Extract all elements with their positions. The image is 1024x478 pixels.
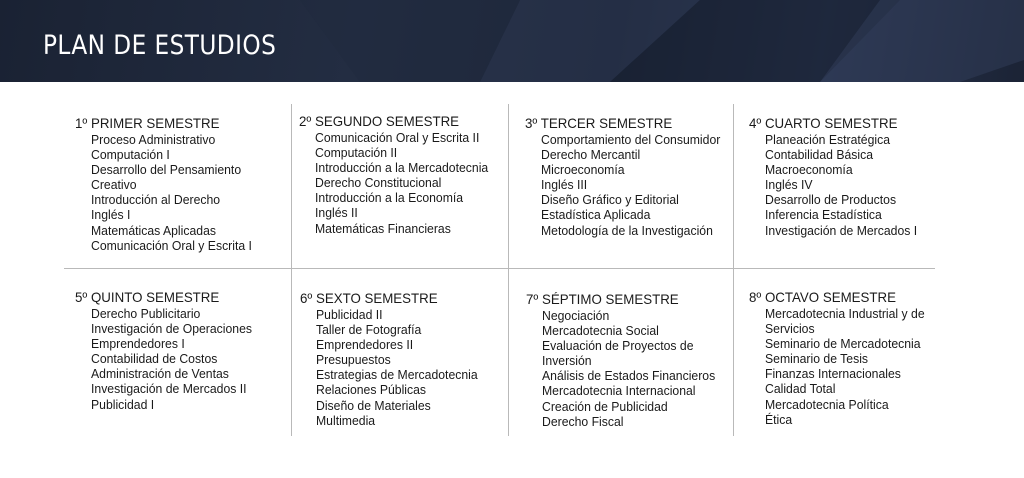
subject-item: Mercadotecnia Industrial y de Servicios <box>765 306 925 337</box>
subject-item: Evaluación de Proyectos de Inversión <box>542 338 694 369</box>
subject-item: Calidad Total <box>765 381 836 397</box>
semester-title: 4º CUARTO SEMESTRE <box>749 115 898 131</box>
subject-item: Creación de Publicidad <box>542 398 668 414</box>
subject-list <box>749 132 977 238</box>
subject-item: Diseño Gráfico y Editorial <box>541 192 679 208</box>
subject-item: Microeconomía <box>541 162 625 178</box>
subject-item: Introducción a la Mercadotecnia <box>315 160 489 176</box>
subject-item: Computación II <box>315 145 398 161</box>
subject-list <box>75 132 303 253</box>
subject-item: Inglés II <box>315 205 358 221</box>
semester-title: 3º TERCER SEMESTRE <box>525 115 673 131</box>
subject-item: Investigación de Mercados I <box>765 222 918 238</box>
subject-item: Planeación Estratégica <box>765 132 891 147</box>
subject-item: Macroeconomía <box>765 162 853 178</box>
subject-item: Desarrollo del Pensamiento <box>91 162 242 178</box>
semester-7 <box>526 291 754 429</box>
subject-item: Investigación de Operaciones <box>91 321 253 337</box>
subject-item: Mercadotecnia Política <box>765 396 889 412</box>
subject-item: Seminario de Tesis <box>765 351 869 367</box>
subject-item: Metodología de la Investigación <box>541 222 713 238</box>
subject-item: Comunicación Oral y Escrita I <box>91 237 252 253</box>
subject-item: Análisis de Estados Financieros <box>542 368 716 384</box>
page-title: PLAN DE ESTUDIOS <box>43 30 277 61</box>
semester-4 <box>749 115 977 238</box>
subject-item: Ética <box>765 411 793 427</box>
semester-title: 1º PRIMER SEMESTRE <box>75 115 220 131</box>
subject-item: Mercadotecnia Internacional <box>542 383 696 399</box>
subject-item: Seminario de Mercadotecnia <box>765 336 921 352</box>
subject-item: Diseño de Materiales <box>316 397 431 413</box>
semester-2 <box>299 113 527 236</box>
subject-item: Proceso Administrativo <box>91 132 216 147</box>
subject-item: Investigación de Mercados II <box>91 381 247 397</box>
subject-item: Inglés I <box>91 207 131 223</box>
semester-title: 7º SÉPTIMO SEMESTRE <box>526 291 679 307</box>
subject-list <box>526 308 754 429</box>
semester-title: 5º QUINTO SEMESTRE <box>75 289 220 305</box>
subject-item: Inglés III <box>541 177 588 193</box>
subject-item: Emprendedores I <box>91 336 185 352</box>
subject-item: Inferencia Estadística <box>765 207 882 223</box>
subject-item: Creativo <box>91 177 137 193</box>
header-banner <box>0 0 1024 82</box>
subject-item: Administración de Ventas <box>91 366 229 382</box>
subject-list <box>525 132 753 238</box>
subject-item: Matemáticas Aplicadas <box>91 222 216 238</box>
semester-title: 2º SEGUNDO SEMESTRE <box>299 113 460 129</box>
subject-item: Relaciones Públicas <box>316 382 427 398</box>
semester-8 <box>749 289 977 427</box>
subject-item: Computación I <box>91 147 170 163</box>
subject-item: Emprendedores II <box>316 337 414 353</box>
subject-item: Derecho Constitucional <box>315 175 442 191</box>
subject-list <box>749 306 977 427</box>
semester-5 <box>75 289 303 412</box>
subject-list <box>299 130 527 236</box>
subject-item: Derecho Mercantil <box>541 147 641 163</box>
semester-title: 8º OCTAVO SEMESTRE <box>749 289 896 305</box>
subject-list <box>75 306 303 412</box>
subject-item: Inglés IV <box>765 177 813 193</box>
subject-list <box>300 307 528 428</box>
subject-item: Derecho Publicitario <box>91 306 201 321</box>
semester-6 <box>300 290 528 428</box>
semester-3 <box>525 115 753 238</box>
subject-item: Comportamiento del Consumidor <box>541 132 721 147</box>
subject-item: Mercadotecnia Social <box>542 323 659 339</box>
subject-item: Introducción al Derecho <box>91 192 221 208</box>
subject-item: Presupuestos <box>316 352 391 368</box>
subject-item: Contabilidad Básica <box>765 147 874 163</box>
semester-title: 6º SEXTO SEMESTRE <box>300 290 438 306</box>
subject-item: Publicidad I <box>91 396 155 412</box>
subject-item: Desarrollo de Productos <box>765 192 897 208</box>
semester-1 <box>75 115 303 253</box>
subject-item: Introducción a la Economía <box>315 190 464 206</box>
subject-item: Publicidad II <box>316 307 383 322</box>
subject-item: Contabilidad de Costos <box>91 351 218 367</box>
subject-item: Multimedia <box>316 412 376 428</box>
subject-item: Negociación <box>542 308 610 323</box>
subject-item: Finanzas Internacionales <box>765 366 901 382</box>
subject-item: Derecho Fiscal <box>542 413 624 429</box>
subject-item: Matemáticas Financieras <box>315 220 451 236</box>
subject-item: Estadística Aplicada <box>541 207 651 223</box>
row-divider <box>64 268 935 269</box>
subject-item: Taller de Fotografía <box>316 322 422 338</box>
subject-item: Comunicación Oral y Escrita II <box>315 130 480 145</box>
subject-item: Estrategias de Mercadotecnia <box>316 367 478 383</box>
